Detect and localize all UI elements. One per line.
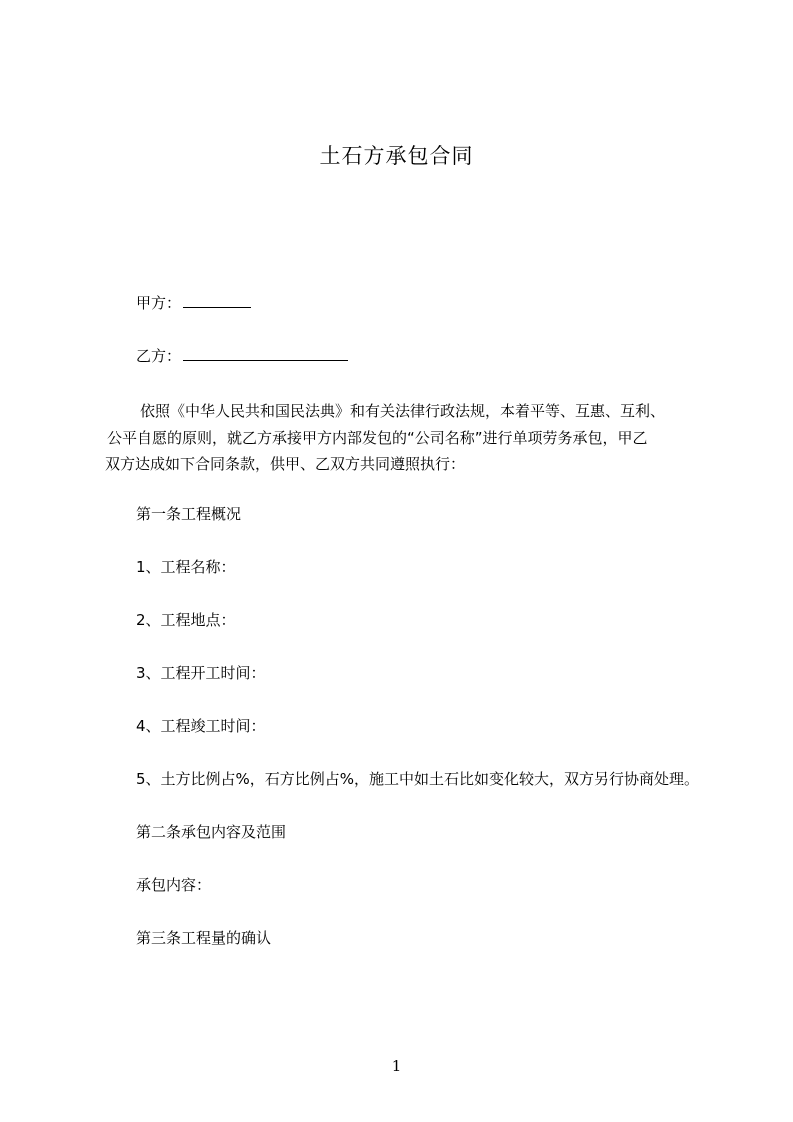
party-b-label: 乙方：	[136, 347, 182, 365]
preamble-line-3: 双方达成如下合同条款，供甲、乙双方共同遵照执行：	[105, 455, 466, 473]
article-3-heading: 第三条工程量的确认	[136, 929, 272, 947]
item-start-date: 3、工程开工时间：	[136, 664, 266, 682]
party-a-line	[136, 292, 251, 313]
article-2-heading: 第二条承包内容及范围	[136, 823, 287, 841]
party-a-label: 甲方：	[136, 294, 182, 312]
preamble-line-2: 公平自愿的原则，就乙方承接甲方内部发包的“公司名称”进行单项劳务承包，甲乙	[107, 428, 648, 447]
preamble-line-1: 依照《中华人民共和国民法典》和有关法律行政法规，本着平等、互惠、互利、	[140, 402, 666, 420]
item-completion-date: 4、工程竣工时间：	[136, 717, 266, 735]
party-b-line	[136, 345, 348, 366]
article-1-heading: 第一条工程概况	[136, 505, 242, 523]
document-title: 土石方承包合同	[319, 144, 474, 168]
contract-content-label: 承包内容：	[136, 876, 212, 894]
item-project-name: 1、工程名称：	[136, 558, 236, 576]
page-number: 1	[391, 1057, 402, 1075]
item-earth-rock-ratio: 5、土方比例占%，石方比例占%，施工中如土石比如变化较大，双方另行协商处理。	[136, 770, 700, 788]
item-project-location: 2、工程地点：	[136, 611, 236, 629]
party-b-blank	[183, 345, 348, 361]
preamble-paragraph	[105, 398, 705, 478]
party-a-blank	[183, 292, 251, 308]
